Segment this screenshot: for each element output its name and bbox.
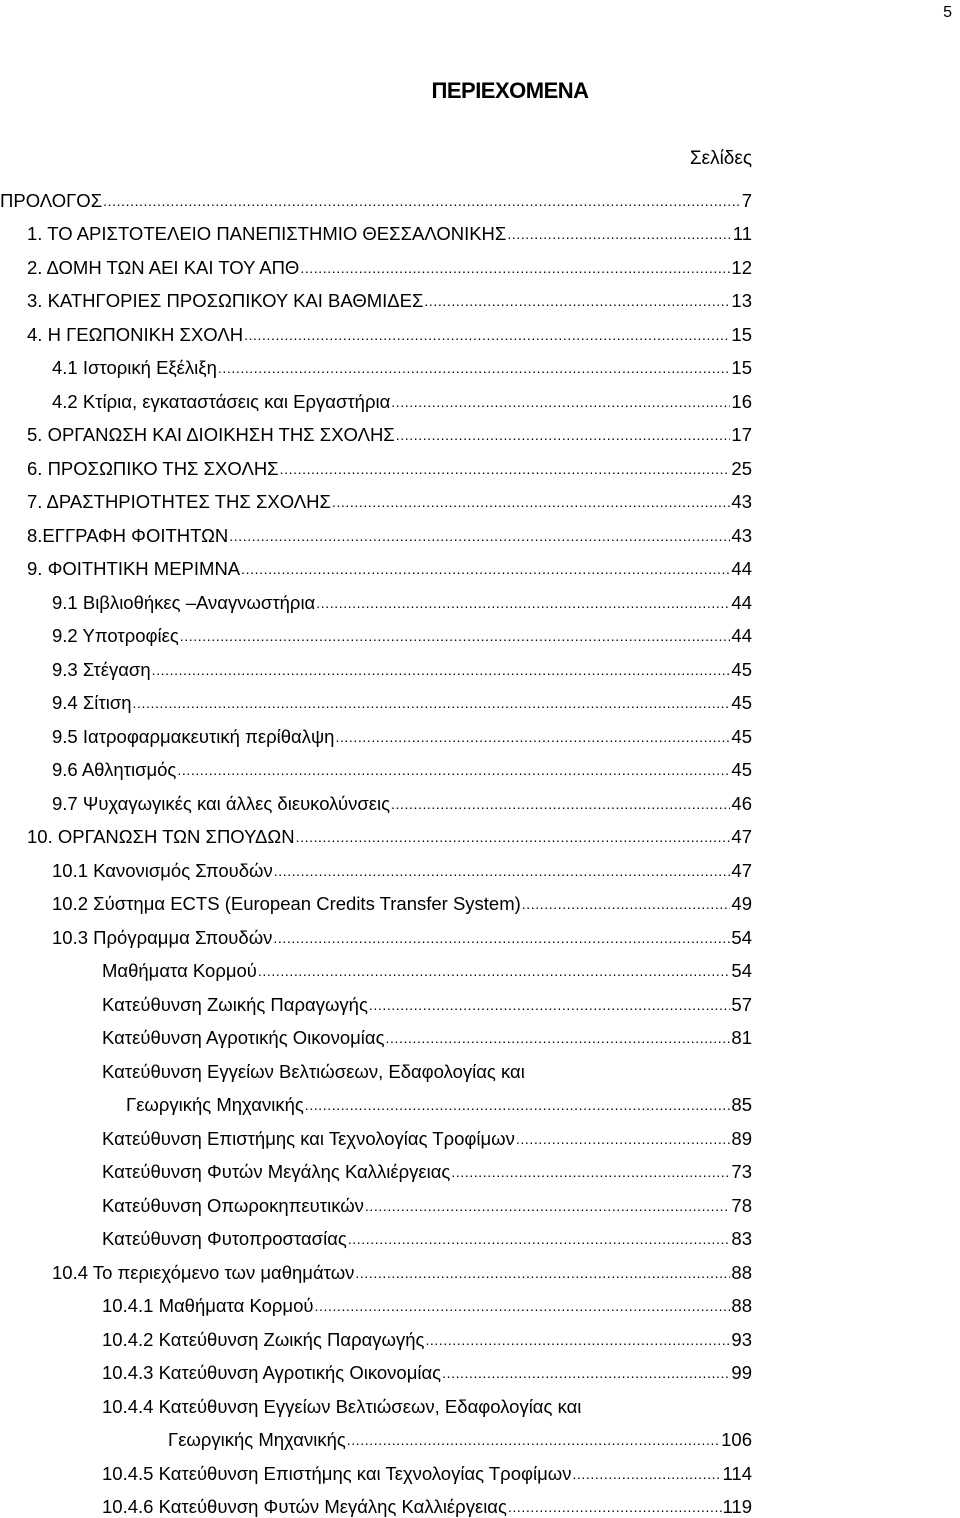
toc-entry <box>0 413 752 447</box>
toc-entry-page: 88 <box>731 1262 752 1284</box>
toc-entry-label: Μαθήματα Κορμού <box>102 960 257 982</box>
toc-entry <box>0 1049 752 1083</box>
toc-entry-label: 5. ΟΡΓΑΝΩΣΗ ΚΑΙ ΔΙΟΙΚΗΣΗ ΤΗΣ ΣΧΟΛΗΣ <box>27 424 395 446</box>
toc-entry-label: 10.1 Κανονισμός Σπουδών <box>52 860 273 882</box>
toc-dot-leader <box>425 1329 730 1351</box>
toc-entry-label: 4. Η ΓΕΩΠΟΝΙΚΗ ΣΧΟΛΗ <box>27 324 243 346</box>
toc-entry-page: 16 <box>731 391 752 413</box>
toc-dot-leader <box>572 1463 721 1485</box>
toc-entry-page: 13 <box>731 290 752 312</box>
toc-entry-page: 45 <box>731 659 752 681</box>
toc-entry-page: 93 <box>731 1329 752 1351</box>
toc-entry <box>0 647 752 681</box>
toc-entry-label: Κατεύθυνση Οπωροκηπευτικών <box>102 1195 364 1217</box>
toc-entry-label: 9.5 Ιατροφαρμακευτική περίθαλψη <box>52 726 334 748</box>
toc-entry-page: 88 <box>731 1295 752 1317</box>
toc-entry <box>0 245 752 279</box>
toc-dot-leader <box>348 1228 731 1250</box>
toc-entry-page: 43 <box>731 491 752 513</box>
toc-dot-leader <box>274 860 731 882</box>
pages-column-header: Σελίδες <box>690 148 752 170</box>
toc-entry-page: 12 <box>731 257 752 279</box>
toc-entry <box>0 178 752 212</box>
toc-entry-label: Κατεύθυνση Επιστήμης και Τεχνολογίας Τροφίμων <box>102 1128 515 1150</box>
toc-dot-leader <box>133 692 731 714</box>
toc-dot-leader <box>365 1195 730 1217</box>
toc-entry-page: 11 <box>733 223 752 245</box>
toc-dot-leader <box>391 793 730 815</box>
toc-entry <box>0 915 752 949</box>
toc-entry <box>0 312 752 346</box>
toc-entry-page: 119 <box>723 1496 753 1518</box>
toc-entry-label: 9.4 Σίτιση <box>52 692 132 714</box>
toc-entry <box>0 1351 752 1385</box>
toc-dot-leader <box>522 893 731 915</box>
toc-entry-label: 9.1 Βιβλιοθήκες –Αναγνωστήρια <box>52 592 315 614</box>
toc-dot-leader <box>424 290 730 312</box>
toc-entry-page: 47 <box>731 826 752 848</box>
toc-entry <box>0 714 752 748</box>
toc-entry-label: Κατεύθυνση Αγροτικής Οικονομίας <box>102 1027 385 1049</box>
toc-dot-leader <box>442 1362 730 1384</box>
toc-dot-leader <box>103 190 741 212</box>
toc-dot-leader <box>386 1027 731 1049</box>
toc-entry-page: 54 <box>731 960 752 982</box>
toc-entry-page: 45 <box>731 726 752 748</box>
toc-dot-leader <box>241 558 730 580</box>
toc-entry-label: Κατεύθυνση Εγγείων Βελτιώσεων, Εδαφολογίας και <box>102 1061 525 1083</box>
toc-entry-page: 83 <box>731 1228 752 1250</box>
toc-entry-label: Κατεύθυνση Ζωικής Παραγωγής <box>102 994 368 1016</box>
toc-dot-leader <box>396 424 731 446</box>
toc-dot-leader <box>508 1496 722 1518</box>
toc-dot-leader <box>516 1128 731 1150</box>
toc-entry-label: Γεωργικής Μηχανικής <box>168 1429 346 1451</box>
toc-entry-page: 73 <box>731 1161 752 1183</box>
toc-entry <box>0 1317 752 1351</box>
toc-entry-page: 44 <box>731 592 752 614</box>
table-of-contents <box>0 178 752 1518</box>
toc-entry-label: Κατεύθυνση Φυτοπροστασίας <box>102 1228 347 1250</box>
toc-dot-leader <box>335 726 730 748</box>
toc-dot-leader <box>369 994 731 1016</box>
toc-entry <box>0 513 752 547</box>
toc-dot-leader <box>152 659 731 681</box>
toc-dot-leader <box>507 223 731 245</box>
toc-entry-label: 10.4 Το περιεχόμενο των μαθημάτων <box>52 1262 354 1284</box>
toc-entry <box>0 446 752 480</box>
toc-dot-leader <box>316 592 730 614</box>
toc-entry <box>0 1418 752 1452</box>
toc-entry-page: 45 <box>731 692 752 714</box>
toc-entry-page: 89 <box>731 1128 752 1150</box>
toc-entry <box>0 1451 752 1485</box>
toc-entry <box>0 1250 752 1284</box>
toc-dot-leader <box>315 1295 731 1317</box>
toc-entry <box>0 848 752 882</box>
toc-dot-leader <box>177 759 730 781</box>
toc-entry-label: 10.4.3 Κατεύθυνση Αγροτικής Οικονομίας <box>102 1362 441 1384</box>
toc-entry-page: 106 <box>721 1429 752 1451</box>
toc-entry <box>0 1083 752 1117</box>
toc-entry-page: 15 <box>731 324 752 346</box>
toc-entry-label: 10.4.4 Κατεύθυνση Εγγείων Βελτιώσεων, Εδαφολογίας και <box>102 1396 581 1418</box>
toc-entry-page: 46 <box>731 793 752 815</box>
toc-dot-leader <box>218 357 731 379</box>
toc-entry-label: 4.2 Κτίρια, εγκαταστάσεις και Εργαστήρια <box>52 391 390 413</box>
toc-entry <box>0 1183 752 1217</box>
toc-entry <box>0 781 752 815</box>
toc-entry-label: 10.2 Σύστημα ECTS (European Credits Transfer System) <box>52 893 521 915</box>
toc-entry-page: 47 <box>731 860 752 882</box>
toc-entry <box>0 681 752 715</box>
toc-dot-leader <box>332 491 730 513</box>
toc-entry-label: 2. ΔΟΜΗ ΤΩΝ ΑΕΙ ΚΑΙ ΤΟΥ ΑΠΘ <box>27 257 299 279</box>
toc-entry <box>0 1016 752 1050</box>
toc-entry-page: 49 <box>731 893 752 915</box>
toc-entry-label: 10. ΟΡΓΑΝΩΣΗ ΤΩΝ ΣΠΟΥΔΩΝ <box>27 826 295 848</box>
toc-dot-leader <box>347 1429 720 1451</box>
toc-entry-page: 54 <box>731 927 752 949</box>
toc-entry-page: 44 <box>731 558 752 580</box>
toc-entry-label: Κατεύθυνση Φυτών Μεγάλης Καλλιέργειας <box>102 1161 450 1183</box>
toc-entry <box>0 1116 752 1150</box>
toc-entry <box>0 480 752 514</box>
toc-entry-label: 9.6 Αθλητισμός <box>52 759 176 781</box>
toc-entry <box>0 1384 752 1418</box>
toc-entry-page: 99 <box>731 1362 752 1384</box>
toc-entry-label: 6. ΠΡΟΣΩΠΙΚΟ ΤΗΣ ΣΧΟΛΗΣ <box>27 458 279 480</box>
toc-entry-label: 10.4.1 Μαθήματα Κορμού <box>102 1295 314 1317</box>
toc-entry-label: 9.3 Στέγαση <box>52 659 151 681</box>
toc-entry-label: 1. ΤΟ ΑΡΙΣΤΟΤΕΛΕΙΟ ΠΑΝΕΠΙΣΤΗΜΙΟ ΘΕΣΣΑΛΟΝΙΚΗΣ <box>27 223 506 245</box>
toc-entry-label: 10.4.5 Κατεύθυνση Επιστήμης και Τεχνολογίας Τροφίμων <box>102 1463 571 1485</box>
toc-dot-leader <box>280 458 731 480</box>
toc-entry <box>0 1150 752 1184</box>
toc-dot-leader <box>273 927 730 949</box>
toc-entry-page: 25 <box>731 458 752 480</box>
toc-entry <box>0 547 752 581</box>
toc-entry <box>0 580 752 614</box>
toc-entry-page: 7 <box>742 190 752 212</box>
toc-entry-page: 15 <box>731 357 752 379</box>
toc-dot-leader <box>300 257 730 279</box>
toc-entry <box>0 1217 752 1251</box>
toc-entry <box>0 882 752 916</box>
page-number: 5 <box>943 4 952 22</box>
toc-entry-page: 17 <box>731 424 752 446</box>
toc-entry <box>0 949 752 983</box>
toc-entry <box>0 379 752 413</box>
toc-entry-page: 81 <box>731 1027 752 1049</box>
toc-entry-page: 44 <box>731 625 752 647</box>
toc-entry <box>0 815 752 849</box>
toc-dot-leader <box>229 525 730 547</box>
toc-entry-page: 43 <box>731 525 752 547</box>
toc-entry-label: 9. ΦΟΙΤΗΤΙΚΗ ΜΕΡΙΜΝΑ <box>27 558 240 580</box>
toc-entry-label: ΠΡΟΛΟΓΟΣ <box>0 190 102 212</box>
toc-entry-page: 45 <box>731 759 752 781</box>
toc-entry-label: 10.4.6 Κατεύθυνση Φυτών Μεγάλης Καλλιέργειας <box>102 1496 507 1518</box>
toc-entry-page: 85 <box>731 1094 752 1116</box>
toc-entry-label: 10.4.2 Κατεύθυνση Ζωικής Παραγωγής <box>102 1329 424 1351</box>
toc-dot-leader <box>305 1094 731 1116</box>
toc-entry-label: 4.1 Ιστορική Εξέλιξη <box>52 357 217 379</box>
toc-dot-leader <box>391 391 730 413</box>
toc-dot-leader <box>180 625 731 647</box>
toc-dot-leader <box>244 324 730 346</box>
toc-entry <box>0 279 752 313</box>
toc-entry <box>0 1284 752 1318</box>
toc-entry-label: 9.2 Υποτροφίες <box>52 625 179 647</box>
toc-entry-label: 10.3 Πρόγραμμα Σπουδών <box>52 927 272 949</box>
toc-dot-leader <box>258 960 731 982</box>
toc-entry <box>0 346 752 380</box>
toc-dot-leader <box>451 1161 730 1183</box>
toc-entry <box>0 212 752 246</box>
toc-dot-leader <box>296 826 731 848</box>
toc-dot-leader <box>355 1262 730 1284</box>
toc-entry-label: Γεωργικής Μηχανικής <box>126 1094 304 1116</box>
toc-entry-page: 114 <box>723 1463 753 1485</box>
toc-entry-label: 7. ΔΡΑΣΤΗΡΙΟΤΗΤΕΣ ΤΗΣ ΣΧΟΛΗΣ <box>27 491 331 513</box>
toc-entry-label: 8.ΕΓΓΡΑΦΗ ΦΟΙΤΗΤΩΝ <box>27 525 228 547</box>
toc-entry-label: 9.7 Ψυχαγωγικές και άλλες διευκολύνσεις <box>52 793 390 815</box>
toc-entry <box>0 748 752 782</box>
toc-entry-page: 57 <box>731 994 752 1016</box>
page-title: ΠΕΡΙΕΧΟΜΕΝΑ <box>0 78 960 104</box>
toc-entry <box>0 982 752 1016</box>
toc-entry-label: 3. ΚΑΤΗΓΟΡΙΕΣ ΠΡΟΣΩΠΙΚΟΥ ΚΑΙ ΒΑΘΜΙΔΕΣ <box>27 290 423 312</box>
toc-entry-page: 78 <box>731 1195 752 1217</box>
toc-entry <box>0 614 752 648</box>
